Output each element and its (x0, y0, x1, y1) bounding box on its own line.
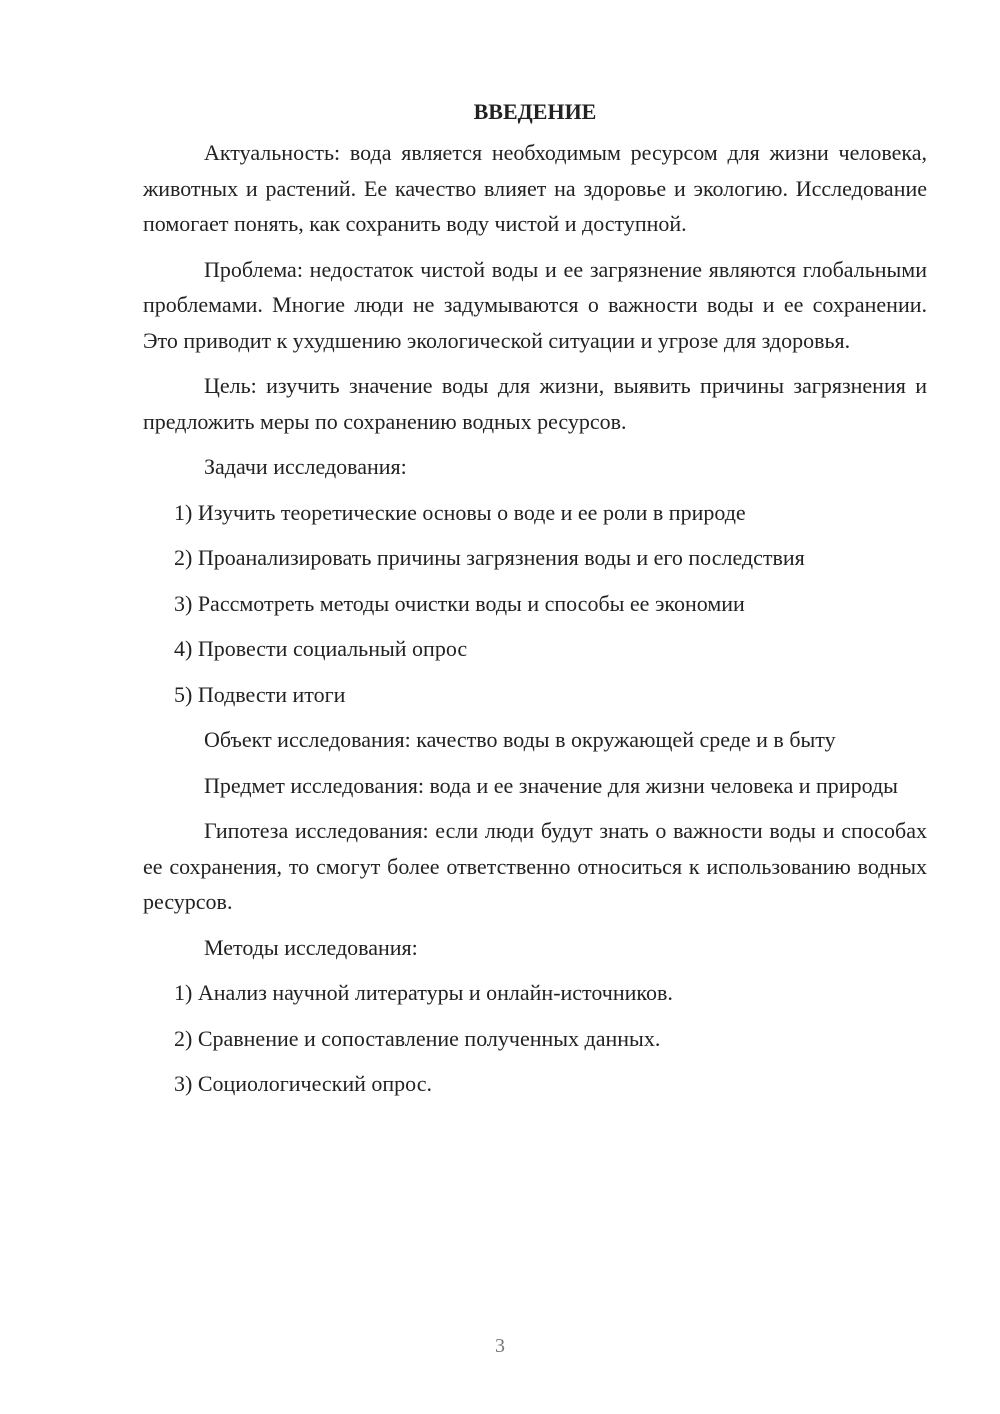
tasks-list (143, 495, 927, 713)
goal-paragraph: Цель: изучить значение воды для жизни, выявить причины загрязнения и предложить меры по сохранению водных ресурсов. (143, 373, 927, 434)
task-item: 1) Изучить теоретические основы о воде и ее роли в природе (174, 499, 746, 525)
hypothesis-paragraph: Гипотеза исследования: если люди будут знать о важности воды и способах ее сохранения, то смогут более ответственно относиться к использованию водных ресурсов. (143, 818, 927, 914)
subject-paragraph: Предмет исследования: вода и ее значение для жизни человека и природы (204, 772, 898, 798)
task-item: 5) Подвести итоги (174, 681, 346, 707)
relevance-paragraph: Актуальность: вода является необходимым ресурсом для жизни человека, животных и растений. Ее качество влияет на здоровье и экологию. Исследование помогает понять, как сохранить воду чистой и доступной. (143, 140, 927, 236)
page-number: 3 (495, 1335, 505, 1357)
methods-list (143, 975, 927, 1102)
object-paragraph: Объект исследования: качество воды в окружающей среде и в быту (204, 727, 836, 752)
section-title: ВВЕДЕНИЕ (473, 99, 597, 124)
tasks-heading: Задачи исследования: (204, 454, 407, 479)
method-item: 3) Социологический опрос. (174, 1071, 432, 1096)
method-item: 1) Анализ научной литературы и онлайн-источников. (174, 980, 673, 1005)
task-item: 4) Провести социальный опрос (174, 636, 468, 661)
problem-paragraph: Проблема: недостаток чистой воды и ее загрязнение являются глобальными проблемами. Многие люди не задумываются о важности воды и ее сохранении. Это приводит к ухудшению экологической ситуации и угрозе для здоровья. (143, 256, 927, 353)
page-content (143, 96, 927, 1112)
task-item: 3) Рассмотреть методы очистки воды и способы ее экономии (174, 590, 745, 616)
task-item: 2) Проанализировать причины загрязнения воды и его последствия (174, 545, 805, 570)
method-item: 2) Сравнение и сопоставление полученных данных. (174, 1025, 661, 1051)
methods-heading: Методы исследования: (204, 934, 418, 960)
